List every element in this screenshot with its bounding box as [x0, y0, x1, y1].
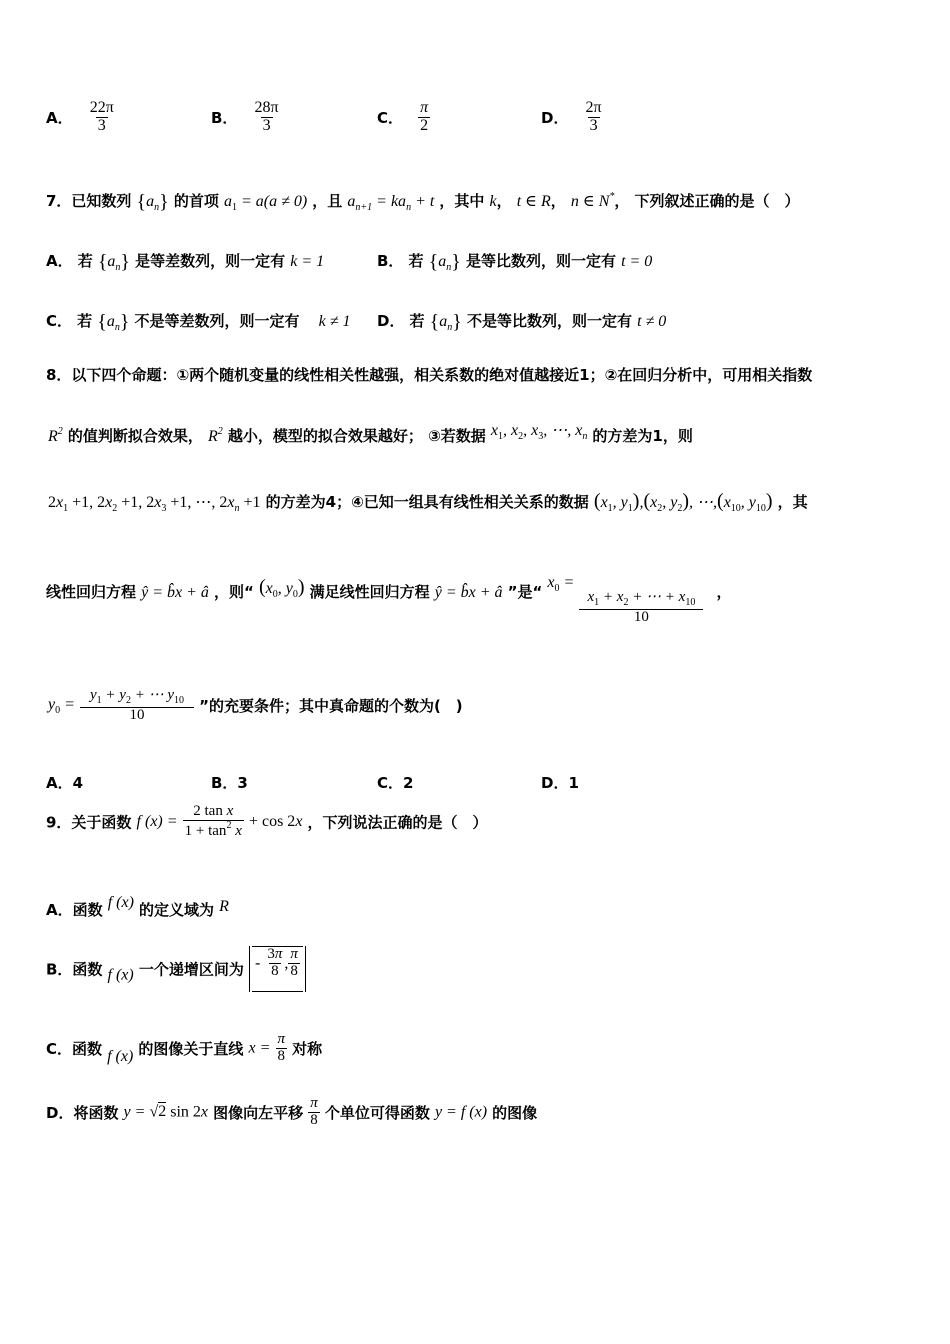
q7-option-a: A． 若 $\{a_n\}$ 是等差数列，则一定有 k = 1 [46, 251, 325, 273]
math-t-in-r: t ∈ R [516, 193, 551, 210]
math-data-pairs: ($x_1$, $y_1),(x_2$, $y_2$), $\cdots,(x_{10}$, $y_{10}$) [593, 490, 773, 514]
math-t-eq-0: t = 0 [621, 253, 653, 270]
q8-option-b: B．3 [211, 774, 248, 792]
math-r2: $R^2$ [48, 426, 63, 445]
math-regression-eq: ŷ = b̂x + â [434, 584, 503, 601]
math-first-term: $a_1 = a(a \ne 0)$ [223, 193, 308, 213]
q8-line1: 8．以下四个命题：①两个随机变量的线性相关性越强，相关系数的绝对值越接近1；②在回归分析中，可用相关指数 [46, 366, 813, 384]
math-fx: f (x) [107, 894, 134, 911]
math-function-def: f (x) = [136, 812, 178, 830]
math-seq-an: $\{a_n\}$ [97, 311, 130, 333]
fraction: $\frac{x_1 + x_2 + \cdots + x_{10}}{10}$ [579, 590, 703, 625]
fraction: $\frac{\pi}{8}$ [310, 1095, 318, 1128]
option-label: D． [541, 108, 569, 127]
q7-option-c: C． 若 $\{a_n\}$ 不是等差数列，则一定有 k ≠ 1 [46, 311, 351, 333]
math-transformed-data: $2x_1 +1$, $2x_2 +1$, $2x_3 +1$, ⋯, $2x_n +1$ [48, 494, 261, 514]
math-point-x0-y0: ($x_0$, $y_0$) [258, 576, 305, 600]
q8-option-d: D．1 [541, 774, 579, 792]
q7-option-d: D． 若 $\{a_n\}$ 不是等比数列，则一定有 t ≠ 0 [377, 311, 667, 333]
q8-option-c: C．2 [377, 774, 414, 792]
q6-option-a [46, 100, 116, 135]
q6-option-d [541, 100, 604, 135]
q6-option-c [377, 100, 430, 135]
option-label: A． [46, 108, 73, 127]
q8-line3: $2x_1 +1$, $2x_2 +1$, $2x_3 +1$, ⋯, $2x_n +1$ 的方差为4；④已知一组具有线性相关关系的数据 ($x_1$, $y_1),(x_2$, $y_2$), $\cdots,(x_{10}$, $y_{10}$) ，其 [48, 490, 808, 514]
fraction: $\frac{\text{2 tan x}}{1 + \tan^2 x}$ [184, 803, 242, 839]
q8-line4: 线性回归方程 ŷ = b̂x + â ，则“ ($x_0$, $y_0$) 满足线性回归方程 ŷ = b̂x + â ”是“ $x_0$ = $\frac{x_1 + x_2 + \cdots + x_{10}}{10}$ ， [46, 574, 732, 625]
fraction: $\frac{\pi}{2}$ [420, 99, 429, 134]
math-recurrence: $a_{n+1} = ka_n + t$ [347, 193, 435, 213]
math-y-sqrt2-sin: y = √2 sin 2x [123, 1103, 209, 1121]
math-regression-eq: ŷ = b̂x + â [141, 584, 209, 601]
q8-line2: $R^2$ 的值判断拟合效果， $R^2$ 越小，模型的拟合效果越好； ③若数据 $x_1$, $x_2$, $x_3$, ⋯, $x_n$ 的方差为1，则 [48, 422, 693, 445]
math-r2: $R^2$ [207, 426, 223, 445]
q9-option-d: D．将函数 y = √2 sin 2x 图像向左平移 $\frac{\pi}{8}$ 个单位可得函数 y = f (x) 的图像 [46, 1095, 538, 1128]
option-label: B． [211, 108, 238, 127]
q9-option-b: B．函数 f (x) 一个递增区间为 - $\frac{3\pi}{8}$ , $\frac{\pi}{8}$ [46, 946, 306, 992]
fraction: $\frac{22\pi}{3}$ [89, 99, 114, 134]
fraction: $\frac{28\pi}{3}$ [254, 99, 279, 134]
q7-option-b: B． 若 $\{a_n\}$ 是等比数列，则一定有 t = 0 [377, 251, 653, 273]
math-x0-mean: $x_0$ = [547, 574, 575, 594]
q9-stem: 9．关于函数 f (x) = $\frac{\text{2 tan x}}{1 + \tan^2 x}$ + cos 2x ，下列说法正确的是（ ） [46, 803, 488, 839]
q9-option-c: C．函数 f (x) 的图像关于直线 x = $\frac{\pi}{8}$ 对称 [46, 1031, 323, 1065]
math-k-eq-1: k = 1 [290, 253, 325, 270]
math-data-x: $x_1$, $x_2$, $x_3$, ⋯, $x_n$ [490, 422, 588, 442]
q6-option-b [211, 100, 281, 135]
q8-line5: $y_0$ = $\frac{y_1 + y_2 + \cdots y_{10}}{10}$ ”的充要条件；其中真命题的个数为( ) [48, 687, 463, 723]
math-fx: f (x) [107, 1047, 134, 1065]
math-seq-an: $\{a_n\}$ [429, 311, 462, 333]
fraction: $\frac{\pi}{8}$ [277, 1031, 286, 1064]
math-seq-an: $\{a_n\}$ [428, 251, 461, 273]
q7-stem: 7．已知数列 $\{a_n\}$ 的首项 $a_1 = a(a \ne 0)$ ，且 $a_{n+1} = ka_n + t$ ，其中 k， t ∈ R， n ∈ N*， 下列叙述正确的是（ ） [46, 191, 800, 213]
math-n-in-n: n ∈ N* [570, 191, 615, 210]
math-y-eq-fx: y = f (x) [434, 1103, 488, 1121]
math-interval: - $\frac{3\pi}{8}$ , $\frac{\pi}{8}$ [249, 946, 306, 992]
math-y0-mean: $y_0$ = [48, 695, 75, 716]
math-seq-an: $\{a_n\}$ [136, 191, 169, 213]
fraction: $\frac{2\pi}{3}$ [585, 99, 602, 134]
math-x-eq: x = [248, 1039, 271, 1057]
math-fx: f (x) [107, 966, 134, 984]
math-t-ne-0: t ≠ 0 [637, 313, 667, 330]
q8-option-a: A．4 [46, 774, 84, 792]
math-seq-an: $\{a_n\}$ [97, 251, 131, 273]
math-k-ne-1: k ≠ 1 [318, 313, 351, 330]
math-k: k [489, 193, 497, 210]
option-label: C． [377, 108, 404, 127]
math-r: R [219, 898, 229, 915]
q9-option-a: A．函数 f (x) 的定义域为 R [46, 894, 229, 919]
math-cos-term: + cos 2x [248, 812, 303, 830]
fraction: $\frac{y_1 + y_2 + \cdots y_{10}}{10}$ [80, 688, 194, 723]
